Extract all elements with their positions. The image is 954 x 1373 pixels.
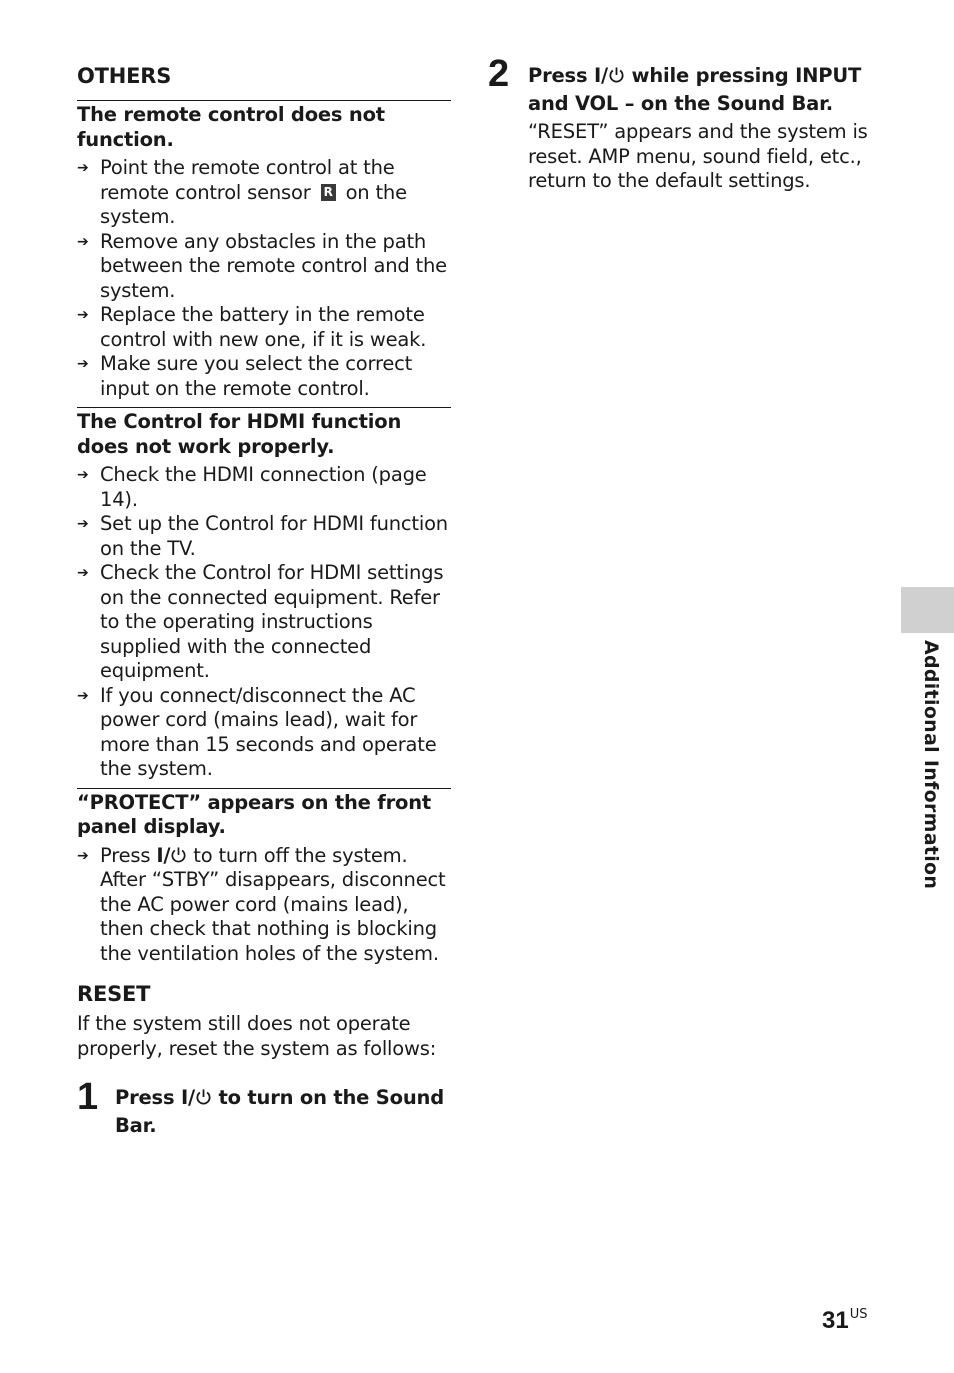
reset-step-2 [488,54,868,194]
solution-text: Remove any obstacles in the path between the remote control and the system. [100,229,447,302]
solution-item [77,303,451,352]
remote-sensor-icon [321,184,336,201]
step-title [528,62,868,118]
step-content [488,54,868,194]
solution-item [77,156,451,230]
issue-hdmi-control [77,407,451,782]
solution-list [77,463,451,782]
page-number-suffix: US [849,1307,868,1322]
arrow-right-icon: ➔ [77,847,89,864]
solution-text: Point the remote control at the remote control sensor [100,156,395,204]
solution-text: Press [100,843,157,867]
power-button-label: I/ [593,64,608,87]
step-title-text: Press [528,64,594,87]
arrow-right-icon: ➔ [77,467,89,483]
power-standby-icon [170,846,187,864]
solution-text: to turn off the system. After “STBY” disappears, disconnect the AC power cord (mains lead), then check that nothing is blocking the ventilation holes of the system. [100,843,446,965]
arrow-right-icon: ➔ [77,687,89,704]
page-number-value: 31 [822,1307,849,1334]
reset-heading: RESET [77,982,151,1006]
solution-item [77,352,451,401]
issue-title: “PROTECT” appears on the front panel display. [77,788,451,840]
step-title-text: while pressing INPUT and VOL – on the Sound Bar. [528,64,862,115]
solution-item [77,512,451,561]
step-title-text: to turn on the Sound Bar. [115,1086,444,1137]
solution-item [77,230,451,304]
solution-item [77,684,451,782]
arrow-right-icon: ➔ [77,516,89,532]
solution-item [77,463,451,512]
arrow-right-icon: ➔ [77,356,89,372]
page-number [822,1307,867,1335]
sensor-icon-letter: R [323,184,333,199]
side-tab-marker [901,587,954,633]
power-button-label: I/ [180,1086,195,1109]
arrow-right-icon: ➔ [77,307,89,323]
solution-text: Check the Control for HDMI settings on the connected equipment. Refer to the operating instructions supplied with the connected equipment. [100,561,444,682]
solution-text: If you connect/disconnect the AC power cord (mains lead), wait for more than 15 seconds and operate the system. [100,683,437,780]
left-column [77,62,451,1140]
issue-protect [77,788,451,967]
side-tab-label: Additional Information [920,640,942,890]
solution-text: Set up the Control for HDMI function on the TV. [100,512,448,560]
solution-list [77,844,451,967]
solution-item [77,561,451,684]
issue-title: The remote control does not function. [77,100,451,152]
step-description: “RESET” appears and the system is reset. AMP menu, sound field, etc., return to the default settings. [528,120,868,192]
solution-list [77,156,451,401]
power-standby-icon [195,1088,212,1106]
solution-item [77,844,451,967]
reset-intro: If the system still does not operate properly, reset the system as follows: [77,1012,437,1060]
step-number: 2 [488,53,510,95]
arrow-right-icon: ➔ [77,160,89,176]
issue-remote-control [77,100,451,401]
step-title-text: Press [115,1086,181,1109]
reset-step-1 [77,1075,451,1140]
power-button-label: I/ [156,843,171,867]
solution-text: Check the HDMI connection (page 14). [100,463,427,511]
solution-text: Replace the battery in the remote control with new one, if it is weak. [100,303,427,351]
power-standby-icon [608,66,625,84]
arrow-right-icon: ➔ [77,233,89,250]
others-heading: OTHERS [77,64,172,88]
issue-title: The Control for HDMI function does not work properly. [77,407,451,459]
arrow-right-icon: ➔ [77,565,89,581]
right-column [488,54,868,194]
solution-text: on the system. [100,180,407,228]
solution-text: Make sure you select the correct input on the remote control. [100,352,413,400]
step-number: 1 [77,1076,99,1118]
step-title [77,1075,451,1140]
